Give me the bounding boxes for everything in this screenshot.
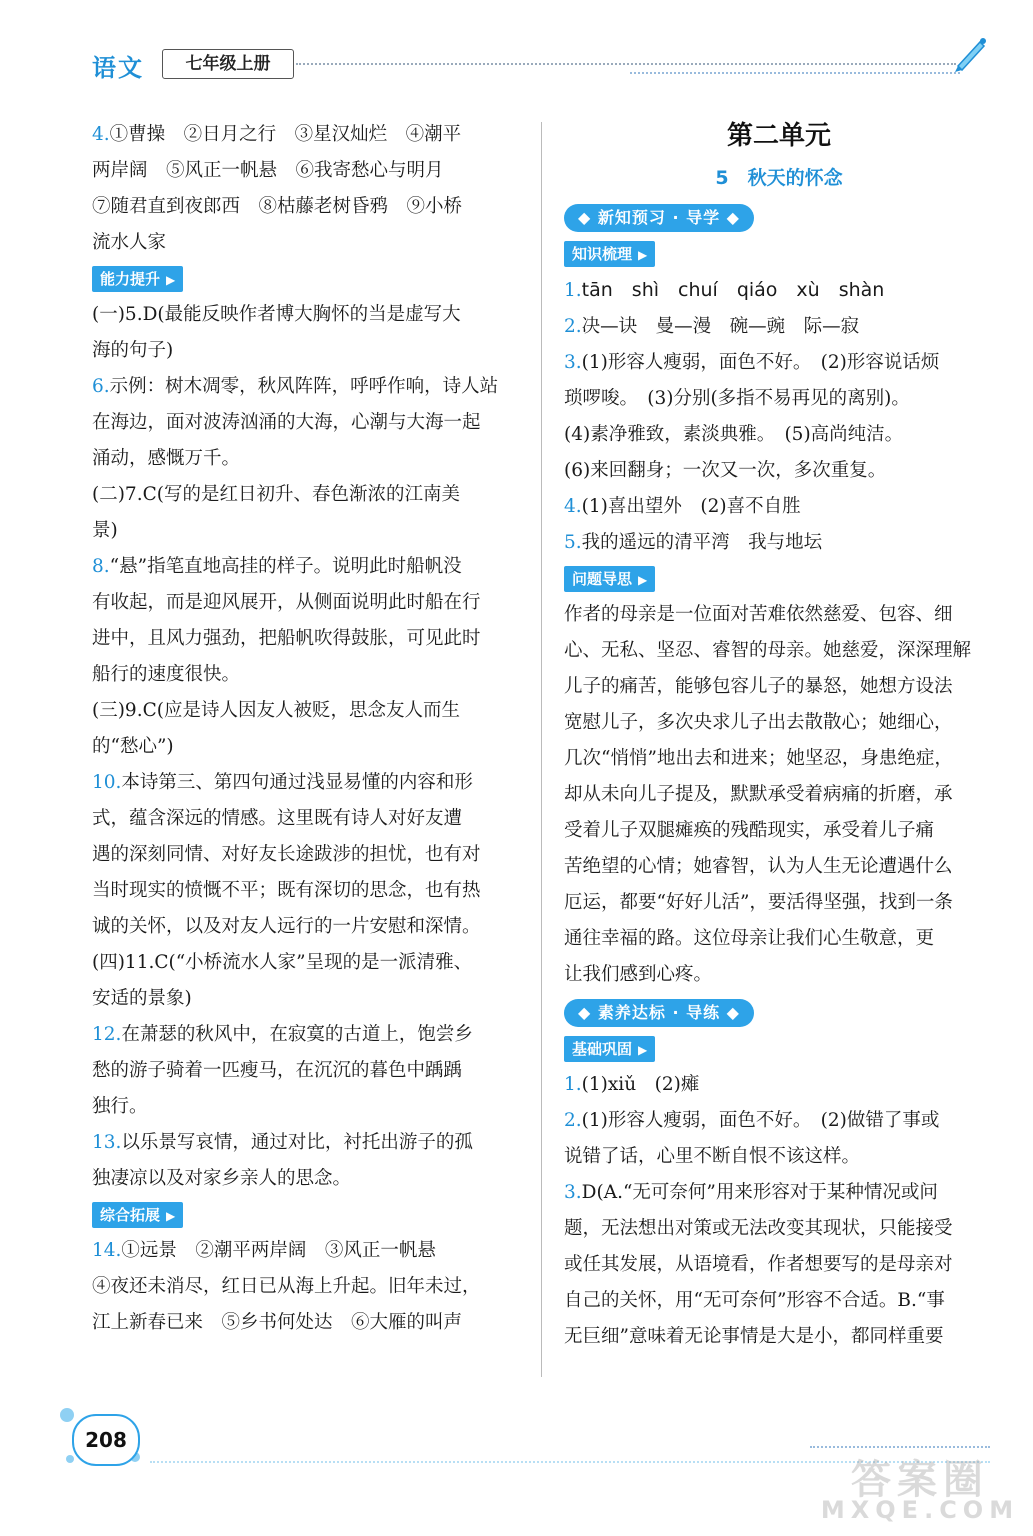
answer-line bbox=[564, 1067, 994, 1103]
answers-group-4 bbox=[564, 272, 994, 561]
answer-text: 海的句子) bbox=[92, 340, 174, 361]
answer-text: 诚的关怀，以及对友人远行的一片安慰和深情。 bbox=[92, 916, 481, 937]
answer-number: 13. bbox=[92, 1132, 122, 1153]
answer-text: (1)喜出望外 (2)喜不自胜 bbox=[581, 496, 801, 517]
answer-line bbox=[92, 297, 522, 333]
answer-text: (1)xiǔ (2)瘫 bbox=[581, 1074, 700, 1095]
answer-line bbox=[92, 765, 522, 801]
grade-box bbox=[162, 49, 294, 79]
header-divider-2 bbox=[630, 72, 960, 74]
answer-line bbox=[564, 489, 994, 525]
answer-line bbox=[92, 837, 522, 873]
answer-text: 有收起，而是迎风展开，从侧面说明此时船在行 bbox=[92, 592, 481, 613]
answer-text: 当时现实的愤慨不平；既有深切的思念，也有热 bbox=[92, 880, 481, 901]
answer-line bbox=[564, 1175, 994, 1211]
paragraph-line: 作者的母亲是一位面对苦难依然慈爱、包容、细 bbox=[564, 604, 953, 625]
answer-line bbox=[92, 1161, 522, 1197]
paragraph-line: 心、无私、坚忍、睿智的母亲。她慈爱，深深理解 bbox=[564, 640, 972, 661]
answer-line bbox=[564, 1103, 994, 1139]
answer-text: ④夜还未消尽，红日已从海上升起。旧年未过， bbox=[92, 1276, 481, 1297]
answers-group-3 bbox=[92, 1233, 522, 1341]
paragraph-line: 厄运，都要“好好儿活”，要活得坚强，找到一条 bbox=[564, 892, 953, 913]
subject-label: 语文 bbox=[92, 54, 144, 82]
answer-text: 在海边，面对波涛汹涌的大海，心潮与大海一起 bbox=[92, 412, 481, 433]
answer-text: D(A.“无可奈何”用来形容对于某种情况或问 bbox=[581, 1182, 938, 1203]
answer-text: 独行。 bbox=[92, 1096, 148, 1117]
answer-line bbox=[564, 272, 994, 309]
answer-line bbox=[92, 153, 522, 189]
answer-number: 1. bbox=[564, 1074, 582, 1095]
answer-text: 示例：树木凋零，秋风阵阵，呼呼作响，诗人站 bbox=[109, 376, 499, 397]
answer-text: (4)素净雅致，素淡典雅。 (5)高尚纯洁。 bbox=[564, 424, 904, 445]
section-tag-label: 综合拓展 bbox=[100, 1206, 161, 1224]
answer-line bbox=[92, 1233, 522, 1269]
answer-number: 2. bbox=[564, 1110, 582, 1131]
answer-number: 10. bbox=[92, 772, 122, 793]
answer-text: 决—诀 曼—漫 碗—豌 际—寂 bbox=[581, 316, 860, 337]
play-icon: ▶ bbox=[166, 273, 176, 287]
paragraph-line: 苦绝望的心情；她睿智，认为人生无论遭遇什么 bbox=[564, 856, 953, 877]
answer-line bbox=[564, 1319, 994, 1355]
section-tag-label: 问题导思 bbox=[572, 570, 633, 588]
answer-line bbox=[564, 417, 994, 453]
answer-line bbox=[564, 1247, 994, 1283]
answer-line bbox=[92, 693, 522, 729]
section-tag-comprehensive bbox=[92, 1202, 183, 1228]
answer-line bbox=[564, 1211, 994, 1247]
answer-text: 以乐景写哀情，通过对比，衬托出游子的孤 bbox=[121, 1132, 473, 1153]
play-icon: ▶ bbox=[638, 573, 648, 587]
answer-text: 的“愁心”) bbox=[92, 736, 174, 757]
section-tag-label: 基础巩固 bbox=[572, 1040, 633, 1058]
answer-text: 流水人家 bbox=[92, 232, 167, 253]
answer-text: 安适的景象) bbox=[92, 988, 192, 1009]
answer-line bbox=[92, 441, 522, 477]
answer-text: (二)7.C(写的是红日初升、春色渐浓的江南美 bbox=[92, 484, 460, 505]
answer-line bbox=[92, 585, 522, 621]
decor-bubble bbox=[66, 1455, 74, 1463]
paragraph-line: 儿子的痛苦，能够包容儿子的暴怒，她想方设法 bbox=[564, 676, 953, 697]
answer-line bbox=[92, 369, 522, 405]
answer-number: 5. bbox=[564, 532, 582, 553]
answer-line bbox=[92, 1125, 522, 1161]
answer-line bbox=[92, 513, 522, 549]
answer-text: (1)形容人瘦弱，面色不好。 (2)做错了事或 bbox=[581, 1110, 940, 1131]
answer-text: ①曹操 ②日月之行 ③星汉灿烂 ④潮平 bbox=[109, 124, 462, 145]
answer-text: 本诗第三、第四句通过浅显易懂的内容和形 bbox=[121, 772, 473, 793]
answer-line bbox=[92, 981, 522, 1017]
answer-line bbox=[92, 945, 522, 981]
section-tag-basic bbox=[564, 1036, 655, 1062]
answer-number: 12. bbox=[92, 1024, 122, 1045]
answer-text: “悬”指笔直地高挂的样子。说明此时船帆没 bbox=[109, 556, 462, 577]
paragraph-line: 受着儿子双腿瘫痪的残酷现实，承受着儿子痛 bbox=[564, 820, 935, 841]
page-header bbox=[0, 0, 1033, 90]
section-tag-label: 知识梳理 bbox=[572, 245, 633, 263]
banner-practice: ◆ 素养达标 · 导练 ◆ bbox=[564, 999, 754, 1027]
watermark-text: 答案圈 bbox=[851, 1457, 989, 1503]
answer-line bbox=[564, 345, 994, 381]
answer-number: 14. bbox=[92, 1240, 122, 1261]
answer-line bbox=[564, 525, 994, 561]
answer-line bbox=[92, 477, 522, 513]
answer-line bbox=[92, 1305, 522, 1341]
paragraph-line: 几次“悄悄”地出去和进来；她坚忍，身患绝症， bbox=[564, 748, 953, 769]
answer-line bbox=[564, 1139, 994, 1175]
section-tag-ability bbox=[92, 266, 183, 292]
answer-text: 自己的关怀，用“无可奈何”形容不合适。B.“事 bbox=[564, 1290, 945, 1311]
answer-line bbox=[92, 405, 522, 441]
paragraph-line: 却从未向儿子提及，默默承受着病痛的折磨，承 bbox=[564, 784, 953, 805]
pen-icon bbox=[950, 34, 990, 74]
play-icon: ▶ bbox=[638, 248, 648, 262]
answers-group-2 bbox=[92, 297, 522, 1197]
right-column bbox=[564, 114, 994, 1355]
answer-text: 愁的游子骑着一匹瘦马，在沉沉的暮色中踽踽 bbox=[92, 1060, 463, 1081]
answer-line bbox=[92, 549, 522, 585]
answer-text: 景) bbox=[92, 520, 118, 541]
answer-line bbox=[92, 729, 522, 765]
paragraph-line: 让我们感到心疼。 bbox=[564, 964, 713, 985]
answer-text: 我的遥远的清平湾 我与地坛 bbox=[581, 532, 823, 553]
column-divider bbox=[541, 122, 542, 1377]
section-tag-knowledge bbox=[564, 241, 655, 267]
answer-text: 琐啰唆。 (3)分别(多指不易再见的离别)。 bbox=[564, 388, 910, 409]
answer-text: 江上新春已来 ⑤乡书何处达 ⑥大雁的叫声 bbox=[92, 1312, 463, 1333]
section-tag-question bbox=[564, 566, 655, 592]
answer-line bbox=[92, 1269, 522, 1305]
answer-text: (6)来回翻身；一次又一次，多次重复。 bbox=[564, 460, 887, 481]
answer-text: 或任其发展，从语境看，作者想要写的是母亲对 bbox=[564, 1254, 953, 1275]
paragraph-line: 通往幸福的路。这位母亲让我们心生敬意，更 bbox=[564, 928, 935, 949]
answer-text: 题，无法想出对策或无法改变其现状，只能接受 bbox=[564, 1218, 953, 1239]
answer-text: ⑦随君直到夜郎西 ⑧枯藤老树昏鸦 ⑨小桥 bbox=[92, 196, 463, 217]
answer-line bbox=[92, 1053, 522, 1089]
answer-line bbox=[92, 801, 522, 837]
answer-text: 说错了话，心里不断自恨不该这样。 bbox=[564, 1146, 861, 1167]
answer-line bbox=[92, 189, 522, 225]
answer-text: 涌动，感慨万千。 bbox=[92, 448, 241, 469]
banner-preview: ◆ 新知预习 · 导学 ◆ bbox=[564, 204, 754, 232]
answer-text: 式，蕴含深远的情感。这里既有诗人对好友遭 bbox=[92, 808, 463, 829]
answer-line bbox=[564, 381, 994, 417]
answer-line bbox=[564, 1283, 994, 1319]
answer-text: tān shì chuí qiáo xù shàn bbox=[581, 279, 885, 301]
answer-number: 1. bbox=[564, 280, 582, 301]
answer-number: 2. bbox=[564, 316, 582, 337]
answer-line bbox=[92, 1017, 522, 1053]
answer-text: 遇的深刻同情、对好友长途跋涉的担忧，也有对 bbox=[92, 844, 481, 865]
answer-line bbox=[564, 309, 994, 345]
answer-text: (1)形容人瘦弱，面色不好。 (2)形容说话烦 bbox=[581, 352, 940, 373]
answers-group-1 bbox=[92, 117, 522, 261]
answer-text: 两岸阔 ⑤风正一帆悬 ⑥我寄愁心与明月 bbox=[92, 160, 444, 181]
watermark-url: MXQE.COM bbox=[820, 1496, 1020, 1524]
play-icon: ▶ bbox=[166, 1209, 176, 1223]
page-number: 208 bbox=[85, 1428, 127, 1452]
answer-line bbox=[92, 873, 522, 909]
grade-label: 七年级上册 bbox=[185, 54, 271, 74]
left-column bbox=[92, 117, 522, 1341]
header-divider bbox=[296, 63, 956, 65]
answer-line bbox=[564, 453, 994, 489]
answer-line bbox=[92, 1089, 522, 1125]
unit-title: 第二单元 bbox=[726, 121, 831, 151]
decor-bubble bbox=[60, 1408, 74, 1422]
answer-text: (三)9.C(应是诗人因友人被贬，思念友人而生 bbox=[92, 700, 460, 721]
answer-line bbox=[92, 333, 522, 369]
answer-line bbox=[92, 621, 522, 657]
answer-line bbox=[92, 225, 522, 261]
answer-text: (四)11.C(“小桥流水人家”呈现的是一派清雅、 bbox=[92, 952, 473, 973]
answer-text: (一)5.D(最能反映作者博大胸怀的当是虚写大 bbox=[92, 304, 461, 325]
lesson-title: 5 秋天的怀念 bbox=[715, 167, 843, 189]
question-answer-paragraph bbox=[564, 597, 994, 993]
answer-text: 船行的速度很快。 bbox=[92, 664, 241, 685]
answer-text: ①远景 ②潮平两岸阔 ③风正一帆悬 bbox=[121, 1240, 436, 1261]
watermark-logo bbox=[820, 1448, 1020, 1528]
answer-line bbox=[92, 909, 522, 945]
answer-number: 4. bbox=[564, 496, 582, 517]
answer-text: 在萧瑟的秋风中，在寂寞的古道上，饱尝乡 bbox=[121, 1024, 473, 1045]
page-number-badge bbox=[72, 1414, 140, 1466]
answers-group-5 bbox=[564, 1067, 994, 1355]
answer-number: 3. bbox=[564, 352, 582, 373]
answer-text: 进中，且风力强劲，把船帆吹得鼓胀，可见此时 bbox=[92, 628, 481, 649]
answer-number: 4. bbox=[92, 124, 110, 145]
answer-text: 无巨细”意味着无论事情是大是小，都同样重要 bbox=[564, 1326, 944, 1347]
section-tag-label: 能力提升 bbox=[100, 270, 161, 288]
answer-number: 8. bbox=[92, 556, 110, 577]
answer-text: 独凄凉以及对家乡亲人的思念。 bbox=[92, 1168, 352, 1189]
answer-line bbox=[92, 657, 522, 693]
answer-number: 6. bbox=[92, 376, 110, 397]
answer-number: 3. bbox=[564, 1182, 582, 1203]
play-icon: ▶ bbox=[638, 1043, 648, 1057]
answer-line bbox=[92, 117, 522, 153]
paragraph-line: 宽慰儿子，多次央求儿子出去散散心；她细心， bbox=[564, 712, 953, 733]
